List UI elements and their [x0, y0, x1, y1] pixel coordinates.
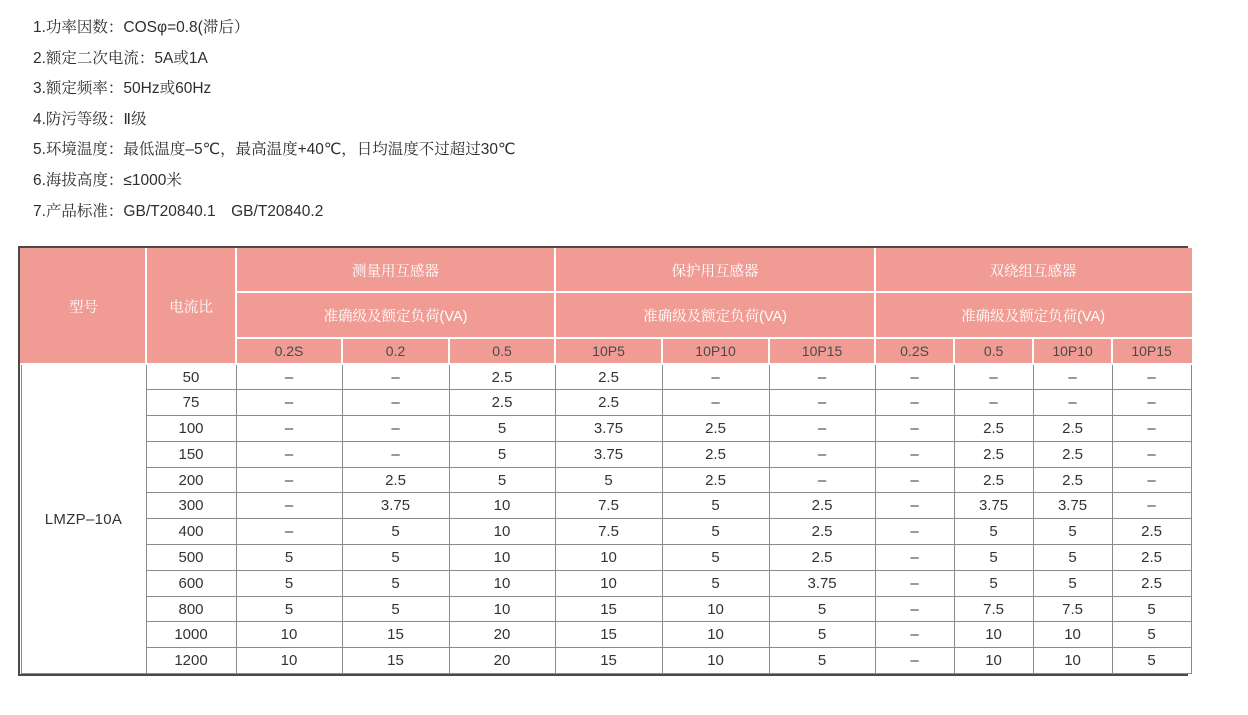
- value-cell: –: [875, 648, 954, 674]
- spec-item-power-factor: 1.功率因数：COSφ=0.8(滞后）: [33, 19, 250, 36]
- value-cell: 5: [662, 519, 769, 545]
- value-cell: –: [875, 545, 954, 571]
- spec-table: [20, 248, 1192, 674]
- value-cell: –: [236, 467, 342, 493]
- value-cell: –: [236, 364, 342, 390]
- table-row: [21, 493, 1191, 519]
- value-cell: 5: [449, 467, 555, 493]
- value-cell: 2.5: [954, 441, 1033, 467]
- ratio-cell: 600: [146, 570, 236, 596]
- value-cell: 15: [342, 648, 449, 674]
- value-cell: 10: [954, 622, 1033, 648]
- value-cell: –: [875, 390, 954, 416]
- class-header: 10P5: [555, 338, 662, 364]
- subtitle-double-winding: 准确级及额定负荷(VA): [875, 292, 1191, 338]
- class-header: 10P15: [769, 338, 875, 364]
- value-cell: –: [342, 416, 449, 442]
- value-cell: 3.75: [769, 570, 875, 596]
- value-cell: –: [954, 390, 1033, 416]
- ratio-cell: 1200: [146, 648, 236, 674]
- value-cell: 5: [449, 416, 555, 442]
- value-cell: 2.5: [1033, 416, 1112, 442]
- value-cell: 5: [342, 545, 449, 571]
- value-cell: 5: [769, 648, 875, 674]
- group-header-protection: 保护用互感器: [555, 249, 875, 292]
- ratio-cell: 500: [146, 545, 236, 571]
- value-cell: 10: [555, 570, 662, 596]
- value-cell: 2.5: [1033, 441, 1112, 467]
- table-row: [21, 622, 1191, 648]
- table-row: [21, 648, 1191, 674]
- class-header: 0.2S: [236, 338, 342, 364]
- value-cell: –: [875, 596, 954, 622]
- value-cell: –: [342, 390, 449, 416]
- value-cell: 5: [769, 622, 875, 648]
- value-cell: 7.5: [954, 596, 1033, 622]
- group-header-double-winding: 双绕组互感器: [875, 249, 1191, 292]
- value-cell: 7.5: [555, 519, 662, 545]
- value-cell: 10: [1033, 622, 1112, 648]
- spec-item-altitude: 6.海拔高度：≤1000米: [33, 171, 182, 189]
- value-cell: –: [662, 364, 769, 390]
- value-cell: –: [875, 441, 954, 467]
- spec-item-secondary-current: 2.额定二次电流：5A或1A: [33, 49, 208, 67]
- value-cell: 5: [1112, 596, 1191, 622]
- value-cell: 10: [662, 596, 769, 622]
- value-cell: –: [1112, 364, 1191, 390]
- value-cell: 5: [1033, 519, 1112, 545]
- value-cell: –: [1033, 390, 1112, 416]
- value-cell: 15: [555, 648, 662, 674]
- value-cell: –: [342, 364, 449, 390]
- value-cell: 2.5: [769, 493, 875, 519]
- table-row: [21, 545, 1191, 571]
- value-cell: 2.5: [449, 364, 555, 390]
- spec-item-product-standard: 7.产品标准：GB/T20840.1 GB/T20840.2: [33, 202, 324, 220]
- table-body: [21, 364, 1191, 674]
- value-cell: 3.75: [1033, 493, 1112, 519]
- value-cell: 15: [342, 622, 449, 648]
- value-cell: 5: [1033, 545, 1112, 571]
- value-cell: 20: [449, 622, 555, 648]
- value-cell: 10: [449, 493, 555, 519]
- table-row: [21, 390, 1191, 416]
- value-cell: –: [1033, 364, 1112, 390]
- value-cell: 10: [449, 570, 555, 596]
- spec-table-container: [18, 246, 1188, 676]
- ratio-cell: 400: [146, 519, 236, 545]
- model-column-header: 型号: [21, 249, 146, 364]
- value-cell: 15: [555, 622, 662, 648]
- ratio-cell: 50: [146, 364, 236, 390]
- table-row: [21, 596, 1191, 622]
- spec-item-rated-frequency: 3.额定频率：50Hz或60Hz: [33, 80, 212, 98]
- value-cell: –: [236, 416, 342, 442]
- class-header: 10P10: [1033, 338, 1112, 364]
- value-cell: 7.5: [1033, 596, 1112, 622]
- value-cell: 5: [662, 493, 769, 519]
- value-cell: 2.5: [954, 416, 1033, 442]
- value-cell: –: [875, 622, 954, 648]
- value-cell: –: [1112, 467, 1191, 493]
- value-cell: 10: [954, 648, 1033, 674]
- value-cell: 2.5: [662, 467, 769, 493]
- header-row-groups: [21, 249, 1191, 292]
- class-header: 10P10: [662, 338, 769, 364]
- value-cell: 2.5: [555, 390, 662, 416]
- value-cell: 3.75: [555, 416, 662, 442]
- table-row: [21, 364, 1191, 390]
- ratio-cell: 800: [146, 596, 236, 622]
- value-cell: –: [1112, 416, 1191, 442]
- value-cell: 5: [1033, 570, 1112, 596]
- value-cell: 5: [1112, 622, 1191, 648]
- table-head: [21, 249, 1191, 364]
- class-header: 0.2: [342, 338, 449, 364]
- ratio-cell: 300: [146, 493, 236, 519]
- table-row: [21, 570, 1191, 596]
- class-header: 10P15: [1112, 338, 1191, 364]
- value-cell: 5: [342, 519, 449, 545]
- value-cell: 2.5: [1112, 519, 1191, 545]
- spec-list: [33, 13, 515, 227]
- value-cell: 2.5: [769, 545, 875, 571]
- value-cell: 2.5: [1033, 467, 1112, 493]
- value-cell: 5: [954, 545, 1033, 571]
- value-cell: 5: [555, 467, 662, 493]
- value-cell: –: [875, 493, 954, 519]
- spec-item-ambient-temperature: 5.环境温度：最低温度–5℃，最高温度+40℃，日均温度不过超过30℃: [33, 141, 516, 159]
- model-cell: LMZP–10A: [21, 364, 146, 674]
- value-cell: 20: [449, 648, 555, 674]
- value-cell: –: [769, 467, 875, 493]
- value-cell: –: [875, 364, 954, 390]
- value-cell: 5: [342, 570, 449, 596]
- spec-item-pollution-class: 4.防污等级：Ⅱ级: [33, 110, 147, 128]
- value-cell: 10: [449, 545, 555, 571]
- value-cell: 2.5: [662, 441, 769, 467]
- value-cell: 2.5: [662, 416, 769, 442]
- group-header-measuring: 测量用互感器: [236, 249, 555, 292]
- value-cell: 10: [555, 545, 662, 571]
- value-cell: –: [769, 364, 875, 390]
- value-cell: 2.5: [449, 390, 555, 416]
- value-cell: –: [236, 519, 342, 545]
- value-cell: 5: [342, 596, 449, 622]
- value-cell: 10: [1033, 648, 1112, 674]
- ratio-cell: 100: [146, 416, 236, 442]
- value-cell: 2.5: [1112, 570, 1191, 596]
- value-cell: –: [236, 390, 342, 416]
- value-cell: –: [236, 493, 342, 519]
- value-cell: –: [1112, 441, 1191, 467]
- value-cell: –: [954, 364, 1033, 390]
- value-cell: 10: [236, 622, 342, 648]
- value-cell: 10: [449, 519, 555, 545]
- class-header: 0.5: [954, 338, 1033, 364]
- value-cell: 3.75: [342, 493, 449, 519]
- value-cell: –: [875, 519, 954, 545]
- class-header: 0.5: [449, 338, 555, 364]
- value-cell: 10: [449, 596, 555, 622]
- value-cell: 15: [555, 596, 662, 622]
- value-cell: –: [875, 416, 954, 442]
- value-cell: 10: [662, 622, 769, 648]
- value-cell: 5: [769, 596, 875, 622]
- subtitle-measuring: 准确级及额定负荷(VA): [236, 292, 555, 338]
- value-cell: –: [1112, 493, 1191, 519]
- value-cell: 2.5: [342, 467, 449, 493]
- value-cell: 10: [662, 648, 769, 674]
- value-cell: 5: [449, 441, 555, 467]
- ratio-cell: 150: [146, 441, 236, 467]
- class-header: 0.2S: [875, 338, 954, 364]
- value-cell: –: [236, 441, 342, 467]
- value-cell: 2.5: [954, 467, 1033, 493]
- subtitle-protection: 准确级及额定负荷(VA): [555, 292, 875, 338]
- value-cell: –: [769, 441, 875, 467]
- value-cell: 5: [236, 596, 342, 622]
- value-cell: –: [1112, 390, 1191, 416]
- ratio-cell: 200: [146, 467, 236, 493]
- value-cell: 5: [236, 570, 342, 596]
- table-row: [21, 519, 1191, 545]
- value-cell: 2.5: [1112, 545, 1191, 571]
- value-cell: 5: [236, 545, 342, 571]
- value-cell: –: [769, 390, 875, 416]
- ratio-column-header: 电流比: [146, 249, 236, 364]
- value-cell: 10: [236, 648, 342, 674]
- value-cell: 5: [662, 570, 769, 596]
- ratio-cell: 1000: [146, 622, 236, 648]
- value-cell: 7.5: [555, 493, 662, 519]
- value-cell: 2.5: [555, 364, 662, 390]
- value-cell: –: [875, 570, 954, 596]
- value-cell: 2.5: [769, 519, 875, 545]
- value-cell: –: [342, 441, 449, 467]
- value-cell: 5: [1112, 648, 1191, 674]
- value-cell: –: [769, 416, 875, 442]
- value-cell: 5: [954, 570, 1033, 596]
- value-cell: 5: [954, 519, 1033, 545]
- value-cell: –: [662, 390, 769, 416]
- value-cell: 5: [662, 545, 769, 571]
- table-row: [21, 416, 1191, 442]
- value-cell: 3.75: [954, 493, 1033, 519]
- table-row: [21, 467, 1191, 493]
- table-row: [21, 441, 1191, 467]
- value-cell: 3.75: [555, 441, 662, 467]
- value-cell: –: [875, 467, 954, 493]
- ratio-cell: 75: [146, 390, 236, 416]
